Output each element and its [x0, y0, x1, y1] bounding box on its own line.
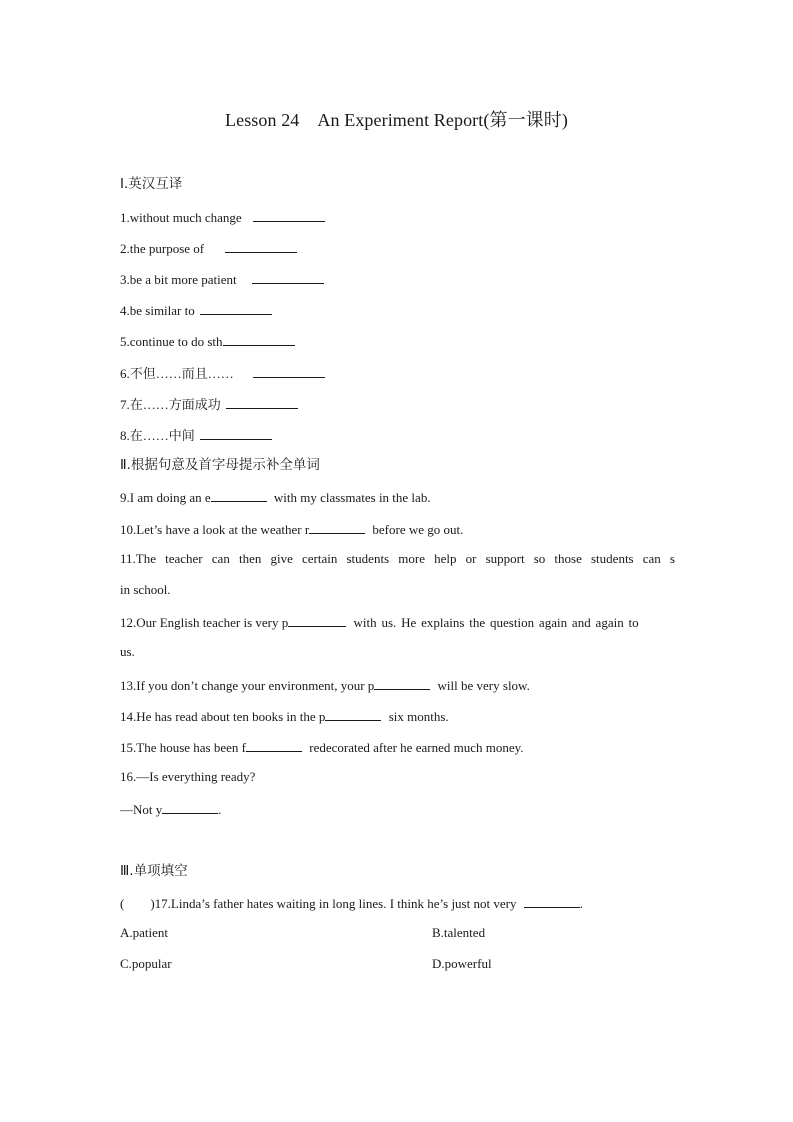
answer-blank[interactable]: [211, 488, 267, 502]
question-17-end: .: [579, 896, 583, 911]
question-16-end: .: [218, 802, 222, 817]
answer-blank[interactable]: [226, 395, 298, 409]
question-11: 11.The teacher can then give certain students more help or support so those students can s: [120, 551, 675, 566]
question-13-rest: will be very slow.: [437, 678, 530, 693]
question-16: 16.—Is everything ready?: [120, 769, 256, 784]
section-1-heading: Ⅰ.英汉互译: [120, 176, 183, 192]
section-2-heading: Ⅱ.根据句意及首字母提示补全单词: [120, 457, 320, 473]
question-7-text: 7.在……方面成功: [120, 397, 221, 412]
answer-blank[interactable]: [524, 894, 580, 908]
question-2-text: 2.the purpose of: [120, 241, 205, 256]
question-13-text: 13.If you don’t change your environment, your p: [120, 678, 375, 693]
question-2: [120, 239, 297, 257]
question-6: [120, 364, 325, 382]
answer-parentheses[interactable]: ( ): [120, 896, 155, 911]
option-a[interactable]: A.patient: [120, 925, 169, 940]
title-lesson: Lesson 24: [225, 110, 300, 130]
question-4-text: 4.be similar to: [120, 303, 195, 318]
answer-blank[interactable]: [325, 707, 381, 721]
page-title: [0, 106, 793, 132]
question-15: [120, 738, 524, 756]
question-14: [120, 707, 449, 725]
question-15-text: 15.The house has been f: [120, 740, 246, 755]
answer-blank[interactable]: [223, 332, 295, 346]
answer-blank[interactable]: [225, 239, 297, 253]
question-5: [120, 332, 295, 350]
question-10: [120, 520, 463, 538]
question-6-text: 6.不但……而且……: [120, 366, 234, 381]
question-10-text: 10.Let’s have a look at the weather r: [120, 522, 310, 537]
question-13: [120, 676, 530, 694]
question-9-text: 9.I am doing an e: [120, 490, 211, 505]
question-10-rest: before we go out.: [372, 522, 464, 537]
question-16-answer: [120, 800, 222, 818]
answer-blank[interactable]: [253, 208, 325, 222]
question-12-text: 12.Our English teacher is very p: [120, 615, 289, 630]
question-12-rest: with us. He explains the question again and again to: [353, 615, 639, 630]
question-3-text: 3.be a bit more patient: [120, 272, 237, 287]
answer-blank[interactable]: [200, 426, 272, 440]
answer-blank[interactable]: [200, 301, 272, 315]
answer-blank[interactable]: [162, 800, 218, 814]
question-8: [120, 426, 272, 444]
question-12-cont: us.: [120, 644, 135, 659]
question-14-rest: six months.: [388, 709, 449, 724]
option-b[interactable]: B.talented: [432, 925, 486, 940]
answer-blank[interactable]: [288, 613, 346, 627]
question-1: [120, 208, 325, 226]
question-9-rest: with my classmates in the lab.: [273, 490, 431, 505]
question-11-cont: in school.: [120, 582, 171, 597]
question-7: [120, 395, 298, 413]
answer-blank[interactable]: [246, 738, 302, 752]
question-17-text: 17.Linda’s father hates waiting in long lines. I think he’s just not very: [154, 896, 517, 911]
option-c[interactable]: C.popular: [120, 956, 172, 971]
title-main: An Experiment Report(第一课时): [317, 110, 568, 130]
question-1-text: 1.without much change: [120, 210, 242, 225]
question-14-text: 14.He has read about ten books in the p: [120, 709, 326, 724]
question-3: [120, 270, 324, 288]
question-15-rest: redecorated after he earned much money.: [309, 740, 524, 755]
question-9: [120, 488, 431, 506]
question-16-text: —Not y: [120, 802, 163, 817]
answer-blank[interactable]: [252, 270, 324, 284]
answer-blank[interactable]: [309, 520, 365, 534]
question-8-text: 8.在……中间: [120, 428, 195, 443]
option-d[interactable]: D.powerful: [432, 956, 492, 971]
question-12: [120, 613, 675, 631]
answer-blank[interactable]: [374, 676, 430, 690]
question-17: [120, 894, 583, 912]
answer-blank[interactable]: [253, 364, 325, 378]
question-5-text: 5.continue to do sth: [120, 334, 223, 349]
question-4: [120, 301, 272, 319]
section-3-heading: Ⅲ.单项填空: [120, 863, 188, 879]
